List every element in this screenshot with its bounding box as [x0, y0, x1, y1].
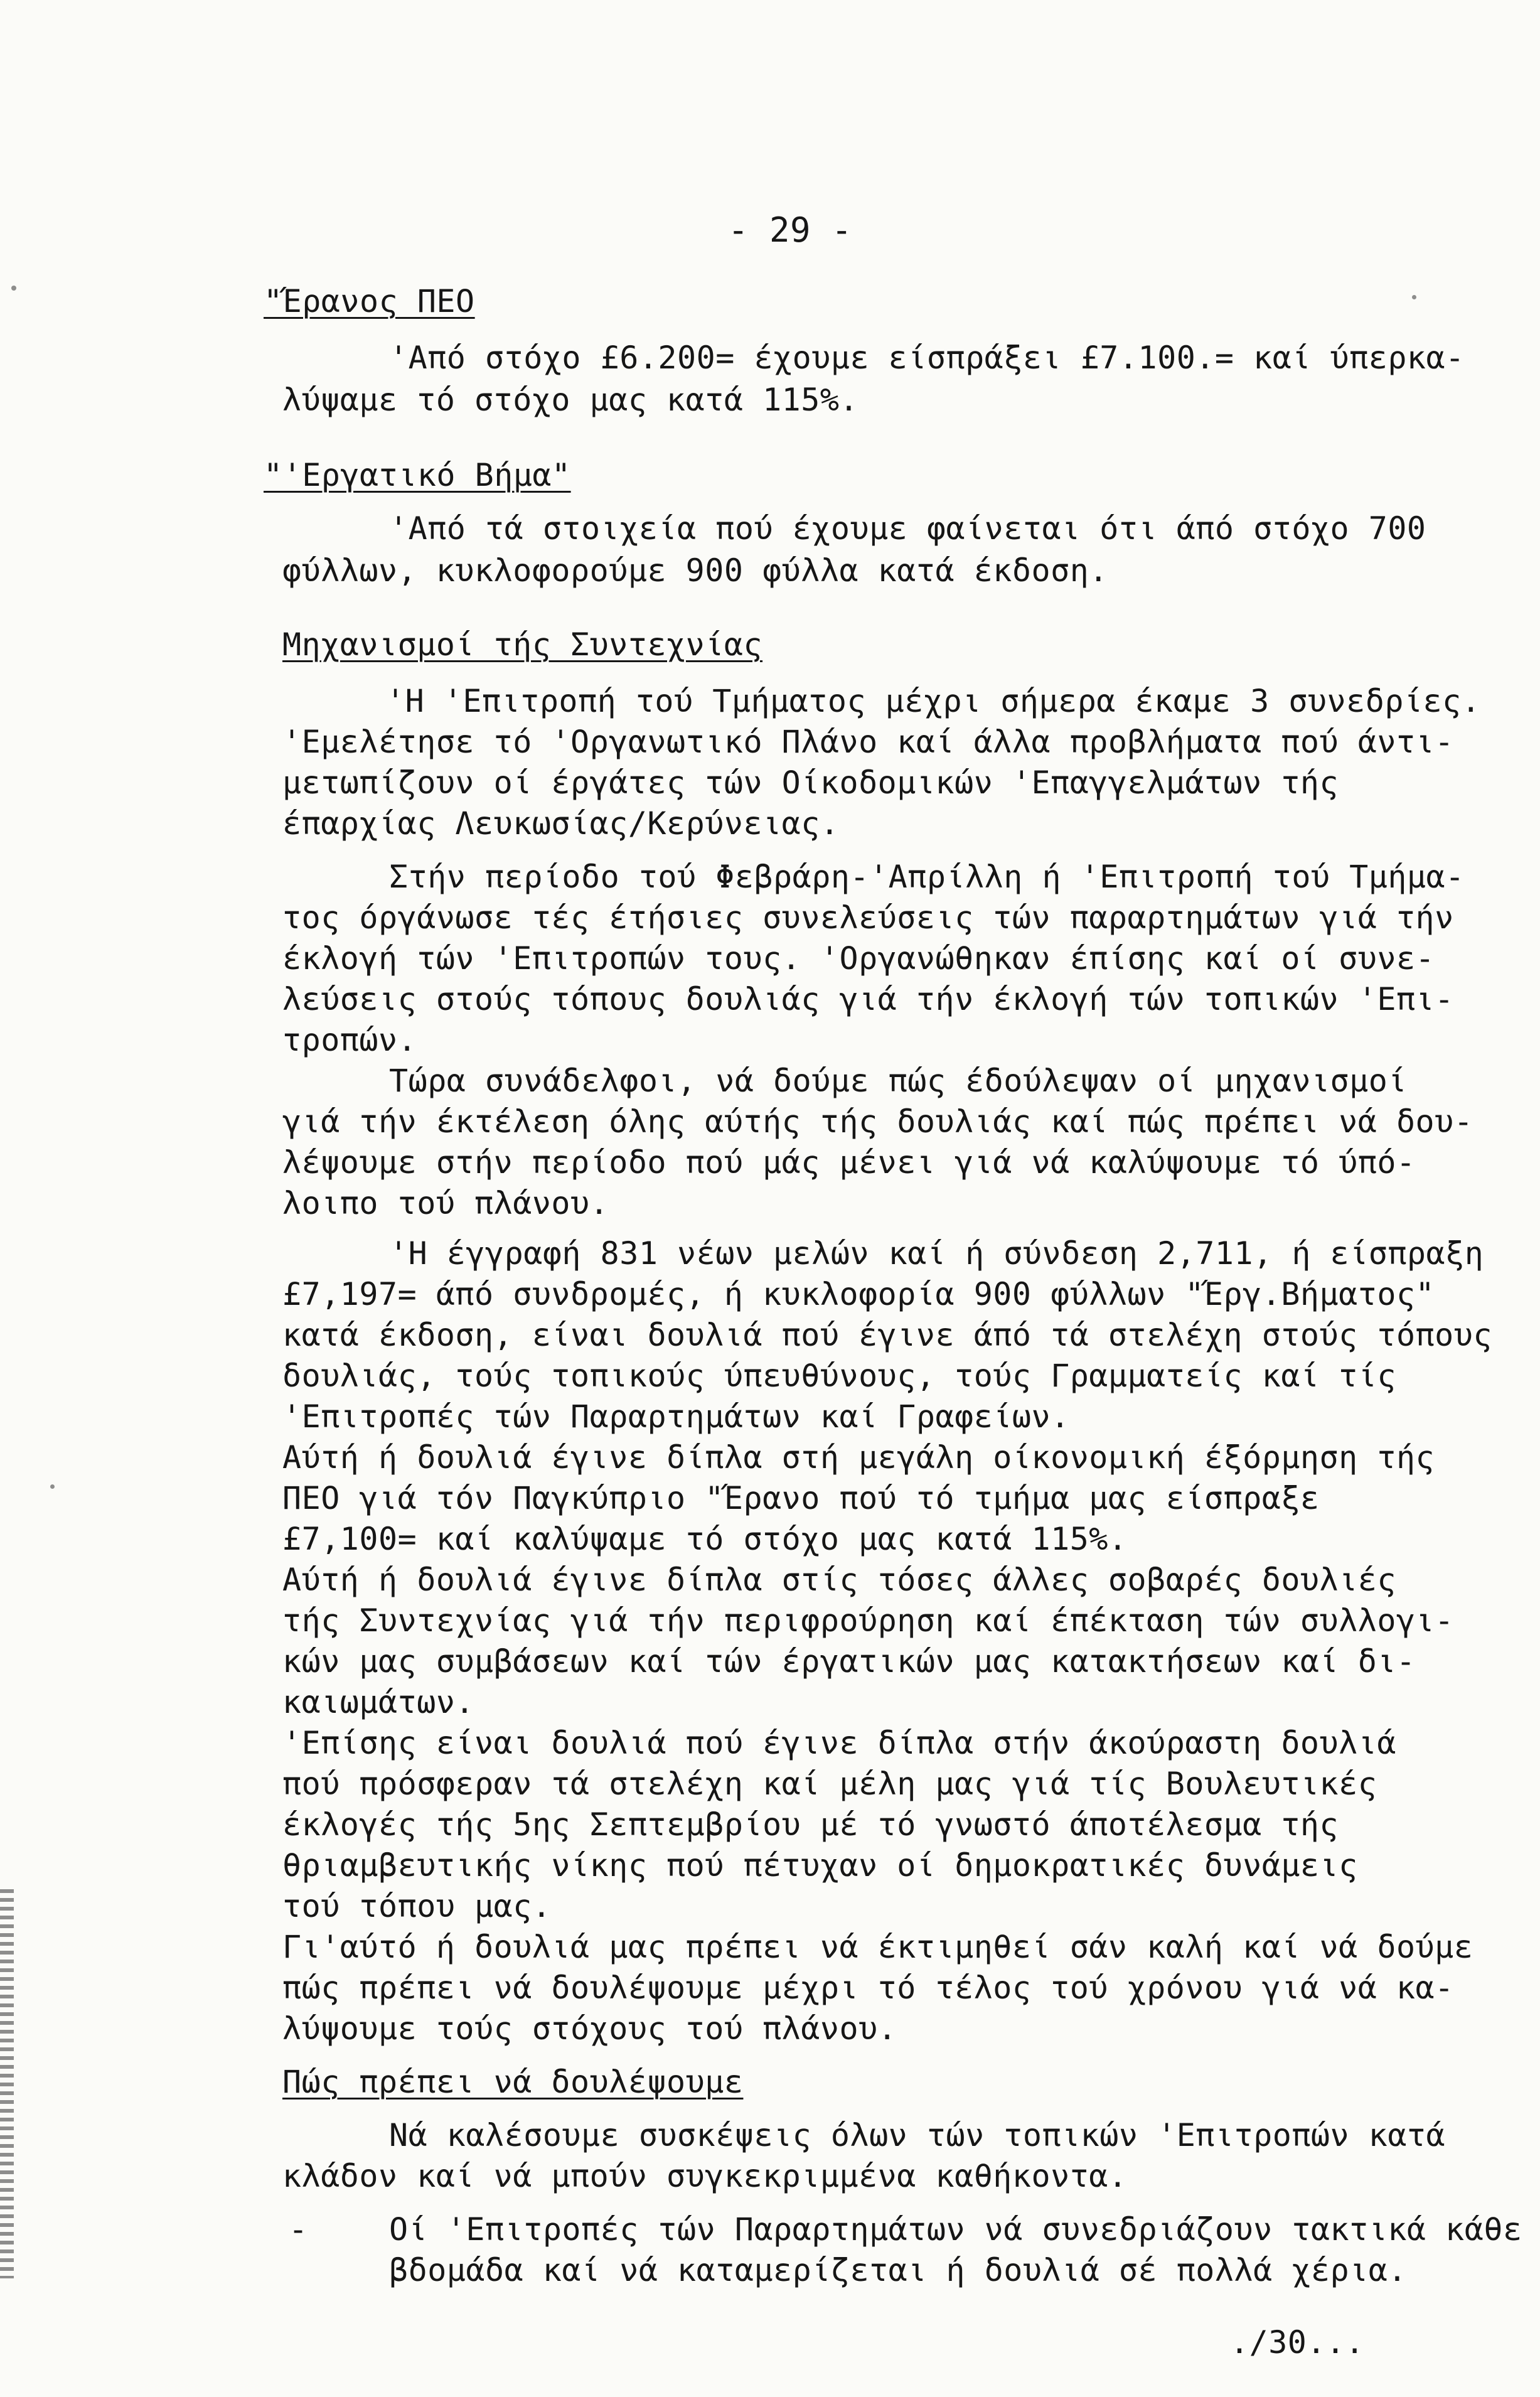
text-line: έκλογή τών 'Επιτροπών τους. 'Οργανώθηκαν έπίσης καί οί συνε- [282, 940, 1435, 977]
text-line: £7,197= άπό συνδρομές, ή κυκλοφορία 900 φύλλων "Έργ.Βήματος" [282, 1276, 1435, 1312]
text-line: τής Συντεχνίας γιά τήν περιφρούρηση καί έπέκταση τών συλλογι- [282, 1602, 1454, 1639]
text-line: τος όργάνωσε τές έτήσιες συνελεύσεις τών παραρτημάτων γιά τήν [282, 899, 1454, 936]
scan-speck [1412, 295, 1416, 299]
text-line: βδομάδα καί νά καταμερίζεται ή δουλιά σέ πολλά χέρια. [389, 2252, 1407, 2288]
text-line: Αύτή ή δουλιά έγινε δίπλα στίς τόσες άλλες σοβαρές δουλιές [282, 1562, 1396, 1598]
text-line: Νά καλέσουμε συσκέψεις όλων τών τοπικών 'Επιτροπών κατά [389, 2117, 1446, 2153]
text-line: καιωμάτων. [282, 1684, 475, 1720]
text-line: κλάδον καί νά μπούν συγκεκριμμένα καθήκοντα. [282, 2158, 1128, 2194]
text-line: 'Η έγγραφή 831 νέων μελών καί ή σύνδεση 2,711, ή είσπραξη [389, 1235, 1484, 1272]
continuation-marker: ./30... [1230, 2324, 1365, 2361]
text-line: γιά τήν έκτέλεση όλης αύτής τής δουλιάς καί πώς πρέπει νά δου- [282, 1103, 1473, 1140]
text-line: κατά έκδοση, είναι δουλιά πού έγινε άπό τά στελέχη στούς τόπους [282, 1317, 1492, 1353]
section-heading-vima: "'Εργατικό Βήμα" [264, 457, 571, 493]
text-line: Τώρα συνάδελφοι, νά δούμε πώς έδούλεψαν οί μηχανισμοί [389, 1063, 1407, 1099]
text-line: 'Από τά στοιχεία πού έχουμε φαίνεται ότι άπό στόχο 700 [389, 510, 1426, 547]
text-line: 'Από στόχο £6.200= έχουμε είσπράξει £7.100.= καί ύπερκα- [389, 340, 1465, 376]
list-dash: - [289, 2211, 308, 2248]
text-line: τροπών. [282, 1022, 417, 1058]
text-line: 'Επιτροπές τών Παραρτημάτων καί Γραφείων. [282, 1398, 1070, 1435]
text-line: λέψουμε στήν περίοδο πού μάς μένει γιά νά καλύψουμε τό ύπό- [282, 1144, 1416, 1181]
text-line: πού πρόσφεραν τά στελέχη καί μέλη μας γιά τίς Βουλευτικές [282, 1766, 1377, 1802]
text-line: Αύτή ή δουλιά έγινε δίπλα στή μεγάλη οίκονομική έξόρμηση τής [282, 1439, 1435, 1476]
text-line: έκλογές τής 5ης Σεπτεμβρίου μέ τό γνωστό άποτέλεσμα τής [282, 1806, 1339, 1843]
text-line: λύψαμε τό στόχο μας κατά 115%. [282, 382, 859, 418]
text-line: τού τόπου μας. [282, 1888, 552, 1924]
scan-edge-mark [0, 1889, 14, 2278]
text-line: λοιπο τού πλάνου. [282, 1185, 609, 1221]
text-line: 'Εμελέτησε τό 'Οργανωτικό Πλάνο καί άλλα προβλήματα πού άντι- [282, 724, 1454, 760]
text-line: Γι'αύτό ή δουλιά μας πρέπει νά έκτιμηθεί σάν καλή καί νά δούμε [282, 1929, 1473, 1965]
text-line: Στήν περίοδο τού Φεβράρη-'Απρίλλη ή 'Επιτροπή τού Τμήμα- [389, 859, 1465, 895]
text-line: θριαμβευτικής νίκης πού πέτυχαν οί δημοκρατικές δυνάμεις [282, 1847, 1358, 1884]
text-line: ΠΕΟ γιά τόν Παγκύπριο "Έρανο πού τό τμήμα μας είσπραξε [282, 1480, 1320, 1516]
text-line: φύλλων, κυκλοφορούμε 900 φύλλα κατά έκδοση. [282, 552, 1108, 589]
text-line: £7,100= καί καλύψαμε τό στόχο μας κατά 115%. [282, 1521, 1128, 1557]
section-heading-eranos: "Έρανος ΠΕΟ [264, 283, 475, 319]
scan-speck [50, 1484, 55, 1489]
scan-speck [11, 286, 16, 291]
text-line: 'Η 'Επιτροπή τού Τμήματος μέχρι σήμερα έκαμε 3 συνεδρίες. [386, 683, 1481, 719]
page-number: - 29 - [728, 210, 853, 250]
text-line: έπαρχίας Λευκωσίας/Κερύνειας. [282, 805, 840, 842]
text-line: λύψουμε τούς στόχους τού πλάνου. [282, 2010, 897, 2047]
text-line: λεύσεις στούς τόπους δουλιάς γιά τήν έκλογή τών τοπικών 'Επι- [282, 981, 1454, 1017]
text-line: 'Επίσης είναι δουλιά πού έγινε δίπλα στήν άκούραστη δουλιά [282, 1725, 1396, 1761]
text-line: μετωπίζουν οί έργάτες τών Οίκοδομικών 'Επαγγελμάτων τής [282, 764, 1339, 801]
section-heading-how: Πώς πρέπει νά δουλέψουμε [282, 2064, 744, 2100]
text-line: κών μας συμβάσεων καί τών έργατικών μας κατακτήσεων καί δι- [282, 1643, 1416, 1680]
text-line: πώς πρέπει νά δουλέψουμε μέχρι τό τέλος τού χρόνου γιά νά κα- [282, 1970, 1454, 2006]
text-line: Οί 'Επιτροπές τών Παραρτημάτων νά συνεδριάζουν τακτικά κάθε [389, 2211, 1522, 2248]
text-line: δουλιάς, τούς τοπικούς ύπευθύνους, τούς Γραμματείς καί τίς [282, 1358, 1396, 1394]
section-heading-mechanisms: Μηχανισμοί τής Συντεχνίας [282, 626, 763, 663]
